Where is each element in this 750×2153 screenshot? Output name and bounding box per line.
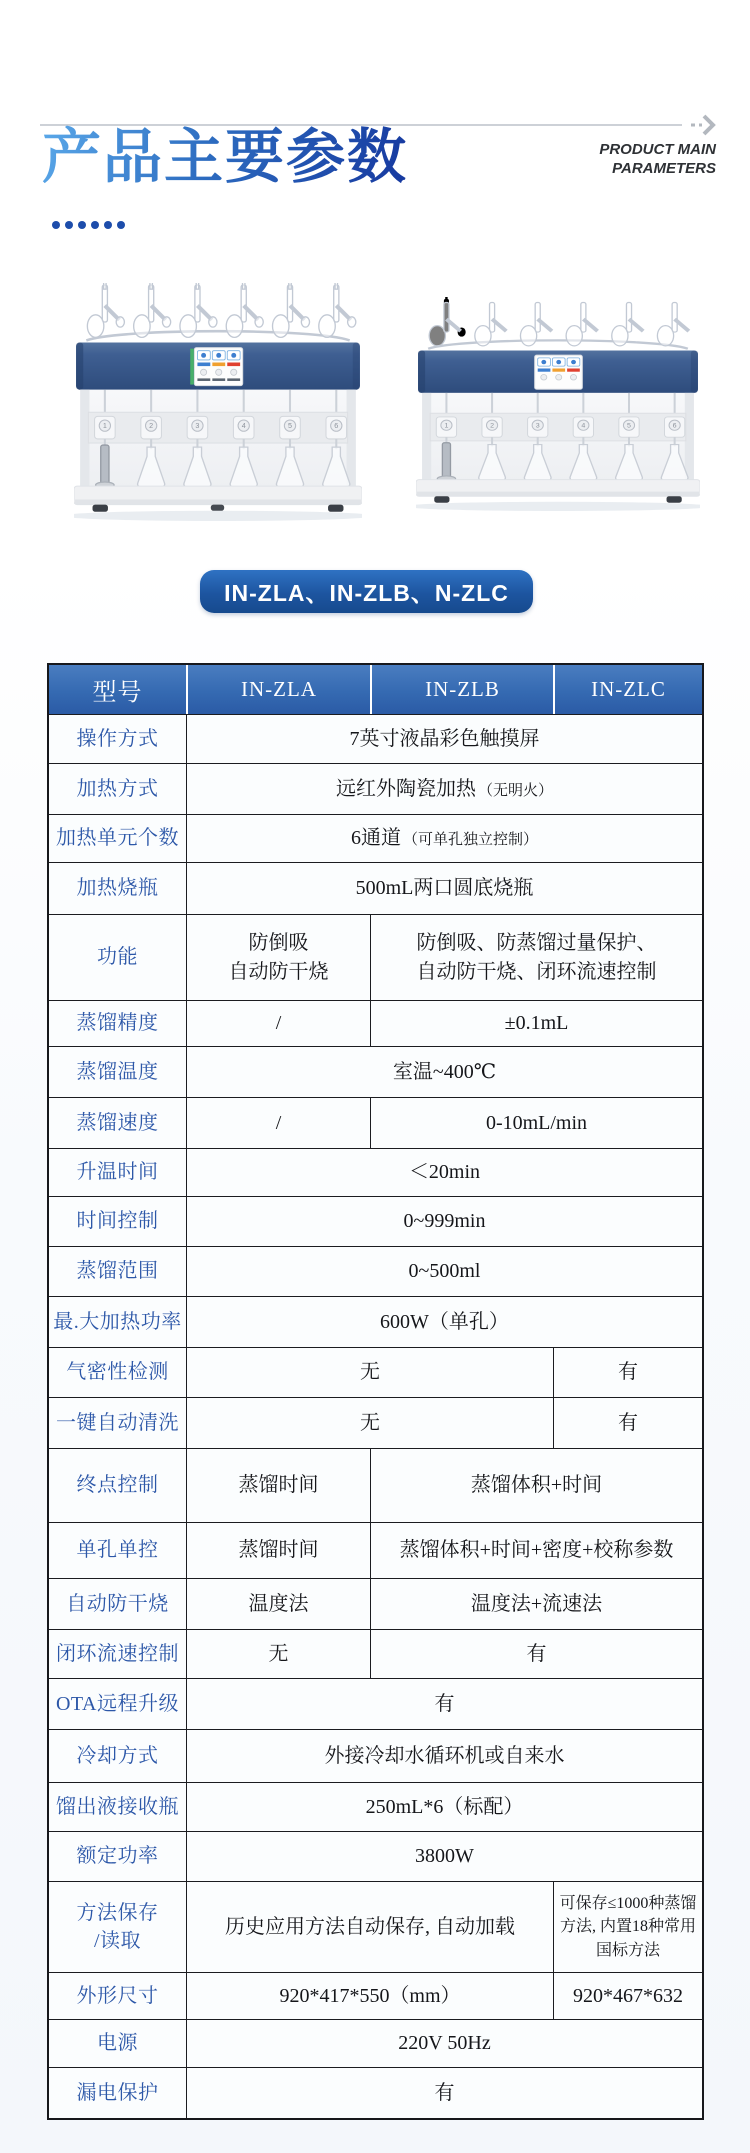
table-row	[49, 2067, 702, 2118]
spec-cell-value: 蒸馏体积+时间+密度+校称参数	[370, 1523, 702, 1578]
spec-cell-value: 蒸馏体积+时间	[370, 1449, 702, 1522]
spec-row-label: 终点控制	[76, 1474, 159, 1497]
spec-row-label: 升温时间	[76, 1161, 159, 1184]
spec-cell-value: 无	[186, 1398, 553, 1448]
spec-row-label: 自动防干烧	[66, 1592, 169, 1615]
spec-row-label: 冷却方式	[76, 1744, 159, 1767]
channel-number: 1	[444, 422, 449, 430]
spec-row-label: 操作方式	[76, 727, 159, 750]
table-row	[49, 763, 702, 814]
spec-cell-value: 无	[186, 1348, 553, 1397]
table-row	[49, 914, 702, 1000]
spec-row-label: 加热单元个数	[56, 827, 179, 850]
spec-cell-value: 外接冷却水循环机或自来水	[186, 1730, 702, 1782]
spec-row-label: 一键自动清洗	[56, 1411, 179, 1434]
spec-cell-value: /	[186, 1098, 370, 1148]
spec-row-label: 方法保存 /读取	[76, 1901, 159, 1952]
spec-cell-value: 远红外陶瓷加热 （无明火）	[186, 764, 702, 814]
channel-number: 5	[287, 421, 293, 431]
spec-cell-value: 有	[370, 1630, 702, 1678]
table-row	[49, 1000, 702, 1046]
page-title: 产品主要参数	[42, 124, 409, 190]
spec-cell-value: 600W（单孔）	[186, 1297, 702, 1347]
spec-header-in-zlb: IN-ZLB	[370, 665, 553, 714]
table-row	[49, 1678, 702, 1729]
spec-header-in-zlc: IN-ZLC	[553, 665, 702, 714]
spec-cell-value: 蒸馏时间	[186, 1449, 370, 1522]
spec-row-label: 加热方式	[76, 777, 159, 800]
spec-cell-value: 无	[186, 1630, 370, 1678]
spec-row-label: 加热烧瓶	[76, 877, 159, 900]
spec-cell-value: ±0.1mL	[370, 1001, 702, 1046]
channel-number: 4	[241, 421, 246, 431]
spec-cell-value: 室温~400℃	[186, 1047, 702, 1097]
machine-illustration	[74, 283, 362, 521]
spec-row-label: 蒸馏速度	[76, 1111, 159, 1134]
spec-cell-value: 有	[553, 1348, 702, 1397]
table-row	[49, 1831, 702, 1881]
table-row	[49, 1629, 702, 1678]
table-row	[49, 862, 702, 914]
table-row	[49, 1578, 702, 1629]
table-row	[49, 1046, 702, 1097]
spec-cell-value: 温度法+流速法	[370, 1579, 702, 1629]
spec-cell-value: ＜20min	[186, 1149, 702, 1196]
table-row	[49, 1729, 702, 1782]
spec-cell-value: 可保存≤1000种蒸馏方法, 内置18种常用国标方法	[553, 1882, 702, 1972]
spec-cell-value: 0-10mL/min	[370, 1098, 702, 1148]
spec-row-label: OTA远程升级	[55, 1692, 179, 1715]
table-row	[49, 714, 702, 763]
table-row	[49, 814, 702, 862]
spec-row-label: 闭环流速控制	[56, 1642, 179, 1665]
table-row	[49, 1097, 702, 1148]
spec-header-model-label: 型号	[92, 680, 143, 706]
page-title-en-line2: PARAMETERS	[612, 159, 716, 177]
spec-row-label: 气密性检测	[66, 1361, 169, 1384]
table-row	[49, 1246, 702, 1296]
product-image-left	[74, 283, 362, 521]
spec-cell-value: 防倒吸、防蒸馏过量保护、 自动防干烧、闭环流速控制	[370, 915, 702, 1000]
spec-cell-value: 有	[186, 2068, 702, 2118]
spec-cell-value: 蒸馏时间	[186, 1523, 370, 1578]
spec-cell-value: 防倒吸 自动防干烧	[186, 915, 370, 1000]
spec-cell-value: 有	[186, 1679, 702, 1729]
spec-row-label: 蒸馏精度	[76, 1012, 159, 1035]
spec-row-label: 馏出液接收瓶	[56, 1795, 179, 1818]
spec-cell-value: 220V 50Hz	[186, 2020, 702, 2067]
spec-cell-value: 温度法	[186, 1579, 370, 1629]
spec-cell-value: 250mL*6（标配）	[186, 1783, 702, 1831]
table-row	[49, 1296, 702, 1347]
channel-number: 4	[581, 422, 586, 430]
channel-number: 2	[490, 422, 495, 430]
spec-row-label: 漏电保护	[76, 2081, 159, 2104]
spec-cell-value: 500mL两口圆底烧瓶	[186, 863, 702, 914]
spec-cell-value: 0~500ml	[186, 1247, 702, 1296]
table-row	[49, 1972, 702, 2019]
channel-number: 6	[672, 422, 677, 430]
channel-number: 3	[195, 421, 200, 431]
channel-number: 5	[627, 422, 631, 430]
spec-row-label: 外形尺寸	[76, 1984, 159, 2007]
touchscreen	[190, 348, 242, 386]
spec-header-in-zla: IN-ZLA	[186, 665, 370, 714]
table-row	[49, 1196, 702, 1246]
spec-cell-value: 920*417*550（mm）	[186, 1973, 553, 2019]
page-title-en-line1: PRODUCT MAIN	[599, 141, 716, 158]
spec-cell-value: 0~999min	[186, 1197, 702, 1246]
spec-row-label: 最.大加热功率	[53, 1310, 182, 1333]
spec-row-label: 时间控制	[76, 1210, 159, 1233]
spec-row-label: 功能	[97, 946, 138, 969]
spec-cell-value: 有	[553, 1398, 702, 1448]
product-image-right	[416, 297, 700, 511]
spec-cell-value: 历史应用方法自动保存, 自动加载	[186, 1882, 553, 1972]
table-row	[49, 1522, 702, 1578]
spec-table-body	[49, 714, 702, 2118]
spec-cell-value: 7英寸液晶彩色触摸屏	[186, 715, 702, 763]
table-row	[49, 1347, 702, 1397]
decor-dots	[52, 221, 125, 229]
spec-cell-value: 920*467*632	[553, 1973, 702, 2019]
spec-row-label: 额定功率	[76, 1845, 159, 1868]
models-badge: IN-ZLA、IN-ZLB、N-ZLC	[200, 570, 533, 613]
channel-number: 1	[102, 421, 107, 431]
channel-number: 2	[149, 421, 154, 431]
spec-cell-value: 6通道 （可单孔独立控制）	[186, 815, 702, 862]
spec-row-label: 蒸馏范围	[76, 1260, 159, 1283]
spec-row-label: 单孔单控	[76, 1539, 159, 1562]
chevron-right-icon	[690, 112, 716, 138]
table-row	[49, 1148, 702, 1196]
spec-cell-value: 3800W	[186, 1832, 702, 1881]
channel-number: 6	[334, 421, 339, 431]
spec-row-label: 蒸馏温度	[76, 1060, 159, 1083]
spec-row-label: 电源	[97, 2032, 138, 2055]
spec-table-header	[49, 665, 702, 714]
table-row	[49, 1397, 702, 1448]
spec-table	[47, 663, 704, 2120]
table-row	[49, 1448, 702, 1522]
channel-number: 3	[535, 422, 540, 430]
table-row	[49, 1782, 702, 1831]
touchscreen	[535, 355, 583, 389]
table-row	[49, 1881, 702, 1972]
page-title-en	[599, 141, 716, 179]
table-row	[49, 2019, 702, 2067]
spec-cell-value: /	[186, 1001, 370, 1046]
